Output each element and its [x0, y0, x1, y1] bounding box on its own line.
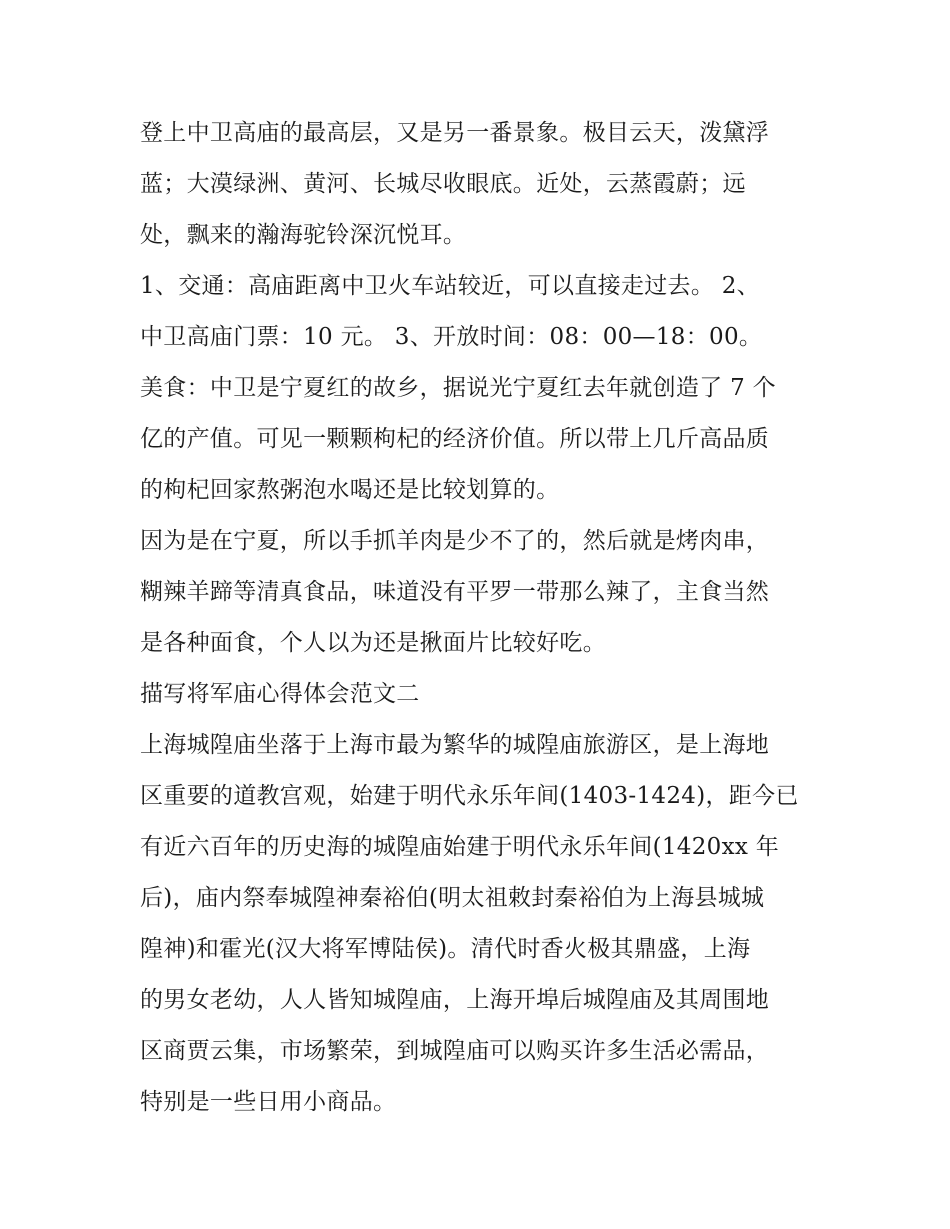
text-line: 亿的产值。可见一颗颗枸杞的经济价值。所以带上几斤高品质 — [140, 426, 770, 452]
text-line: 处，飘来的瀚海驼铃深沉悦耳。 — [140, 222, 467, 248]
text-line: 是各种面食，个人以为还是揪面片比较好吃。 — [140, 630, 606, 656]
text-line: 隍神)和霍光(汉大将军博陆侯)。清代时香火极其鼎盛，上海 — [140, 936, 751, 962]
text-line: 后)，庙内祭奉城隍神秦裕伯(明太祖敕封秦裕伯为上海县城城 — [140, 885, 765, 911]
text-line: 特别是一些日用小商品。 — [140, 1089, 397, 1115]
text-line: 美食：中卫是宁夏红的故乡，据说光宁夏红去年就创造了 7 个 — [140, 375, 776, 401]
text-line: 区商贾云集，市场繁荣，到城隍庙可以购买许多生活必需品， — [140, 1038, 770, 1064]
text-line: 有近六百年的历史海的城隍庙始建于明代永乐年间(1420xx 年 — [140, 834, 780, 860]
section-heading: 描写将军庙心得体会范文二 — [140, 681, 420, 707]
text-line: 因为是在宁夏，所以手抓羊肉是少不了的，然后就是烤肉串， — [140, 528, 770, 554]
text-line: 区重要的道教宫观，始建于明代永乐年间(1403-1424)，距今已 — [140, 783, 799, 809]
text-line: 蓝；大漠绿洲、黄河、长城尽收眼底。近处，云蒸霞蔚；远 — [140, 171, 746, 197]
text-line: 中卫高庙门票：10 元。 3、开放时间：08：00—18：00。 — [140, 324, 763, 350]
text-line: 的男女老幼，人人皆知城隍庙，上海开埠后城隍庙及其周围地 — [140, 987, 770, 1013]
document-body — [140, 108, 820, 1128]
text-line: 1、交通：高庙距离中卫火车站较近，可以直接走过去。 2、 — [140, 273, 760, 299]
text-line: 的枸杞回家熬粥泡水喝还是比较划算的。 — [140, 477, 560, 503]
text-line: 糊辣羊蹄等清真食品，味道没有平罗一带那么辣了，主食当然 — [140, 579, 770, 605]
text-line: 上海城隍庙坐落于上海市最为繁华的城隍庙旅游区，是上海地 — [140, 732, 770, 758]
text-line: 登上中卫高庙的最高层，又是另一番景象。极目云天，泼黛浮 — [140, 120, 770, 146]
